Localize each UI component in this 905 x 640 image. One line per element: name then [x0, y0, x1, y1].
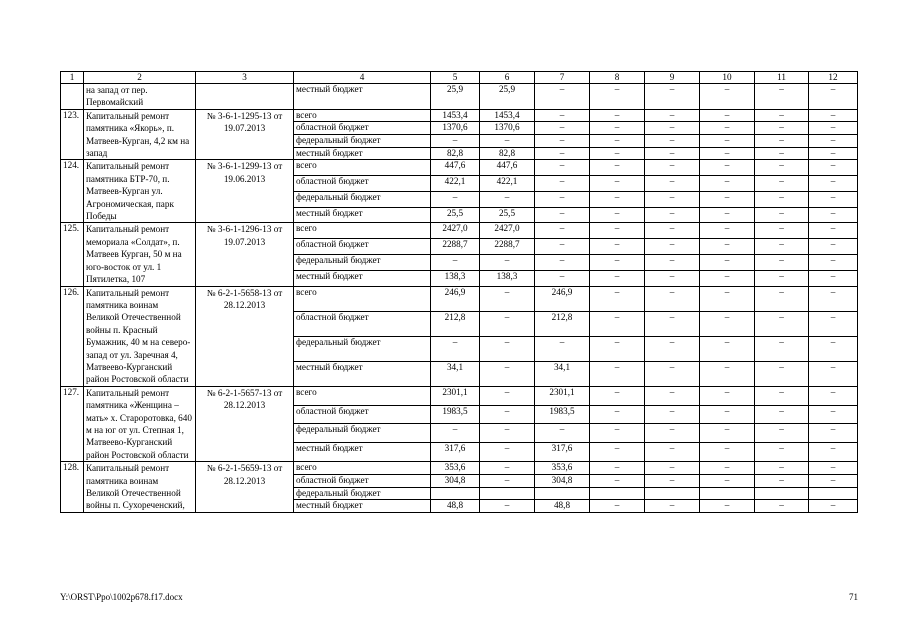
amount-cell: –: [809, 160, 858, 176]
amount-cell: –: [700, 176, 755, 192]
budget-source: местный бюджет: [294, 361, 431, 386]
item-number: 128.: [61, 462, 84, 513]
amount-cell: 1370,6: [431, 122, 480, 135]
table-row: [61, 286, 858, 311]
item-description: Капитальный ремонт памятника БТР-70, п. Матвеев-Курган ул. Агрономическая, парк Победы: [84, 160, 196, 223]
amount-cell: 246,9: [431, 286, 480, 311]
amount-cell: –: [480, 286, 535, 311]
table-body: [61, 72, 858, 513]
amount-cell: 304,8: [535, 474, 590, 487]
amount-cell: –: [590, 405, 645, 424]
amount-cell: –: [700, 443, 755, 462]
amount-cell: –: [590, 270, 645, 286]
amount-cell: –: [645, 254, 700, 270]
amount-cell: [431, 487, 480, 500]
amount-cell: –: [809, 84, 858, 110]
amount-cell: –: [755, 462, 809, 475]
amount-cell: –: [700, 135, 755, 148]
amount-cell: –: [535, 160, 590, 176]
amount-cell: –: [645, 474, 700, 487]
header-row: [61, 72, 858, 84]
budget-table: [60, 71, 858, 513]
budget-source: федеральный бюджет: [294, 487, 431, 500]
amount-cell: [590, 487, 645, 500]
amount-cell: 246,9: [535, 286, 590, 311]
amount-cell: –: [809, 176, 858, 192]
budget-source: местный бюджет: [294, 147, 431, 160]
amount-cell: 447,6: [480, 160, 535, 176]
budget-source: всего: [294, 462, 431, 475]
amount-cell: –: [535, 191, 590, 207]
amount-cell: –: [809, 109, 858, 122]
amount-cell: 138,3: [431, 270, 480, 286]
amount-cell: –: [431, 254, 480, 270]
amount-cell: –: [755, 147, 809, 160]
amount-cell: –: [755, 270, 809, 286]
amount-cell: –: [700, 239, 755, 255]
budget-source: местный бюджет: [294, 84, 431, 110]
header-cell: 3: [196, 72, 294, 84]
amount-cell: –: [755, 109, 809, 122]
budget-source: всего: [294, 286, 431, 311]
budget-source: областной бюджет: [294, 239, 431, 255]
amount-cell: 1453,4: [431, 109, 480, 122]
amount-cell: –: [480, 386, 535, 405]
amount-cell: –: [809, 147, 858, 160]
amount-cell: –: [809, 135, 858, 148]
amount-cell: –: [700, 336, 755, 361]
amount-cell: 447,6: [431, 160, 480, 176]
amount-cell: –: [590, 160, 645, 176]
amount-cell: [700, 487, 755, 500]
amount-cell: –: [590, 207, 645, 223]
amount-cell: 138,3: [480, 270, 535, 286]
amount-cell: –: [535, 122, 590, 135]
amount-cell: –: [480, 361, 535, 386]
amount-cell: –: [535, 147, 590, 160]
amount-cell: –: [809, 191, 858, 207]
amount-cell: –: [480, 254, 535, 270]
header-cell: 5: [431, 72, 480, 84]
footer-file-path: Y:\ORST\Ppo\1002p678.f17.docx: [60, 592, 183, 602]
amount-cell: –: [700, 361, 755, 386]
amount-cell: –: [755, 405, 809, 424]
item-description: Капитальный ремонт памятника воинам Великой Отечественной войны п. Красный Бумажник, 40 м на северо-запад от ул. Заречная 4, Матвеево-Курганский район Ростовской области: [84, 286, 196, 386]
header-cell: 10: [700, 72, 755, 84]
amount-cell: –: [755, 135, 809, 148]
registration-number: [196, 84, 294, 110]
amount-cell: –: [809, 122, 858, 135]
header-cell: 11: [755, 72, 809, 84]
amount-cell: –: [590, 462, 645, 475]
amount-cell: –: [590, 109, 645, 122]
amount-cell: 1453,4: [480, 109, 535, 122]
amount-cell: –: [700, 405, 755, 424]
amount-cell: –: [590, 286, 645, 311]
amount-cell: –: [645, 191, 700, 207]
amount-cell: –: [645, 500, 700, 513]
amount-cell: –: [590, 191, 645, 207]
amount-cell: –: [590, 386, 645, 405]
item-description: Капитальный ремонт памятника «Женщина – мать» х. Староротовка, 640 м на юг от ул. Степная 1, Матвеево-Курганский район Ростовской области: [84, 386, 196, 461]
amount-cell: –: [809, 500, 858, 513]
amount-cell: –: [809, 207, 858, 223]
amount-cell: –: [700, 286, 755, 311]
amount-cell: –: [755, 176, 809, 192]
amount-cell: –: [480, 443, 535, 462]
table-row: [61, 84, 858, 110]
amount-cell: –: [590, 361, 645, 386]
budget-source: федеральный бюджет: [294, 254, 431, 270]
header-cell: 2: [84, 72, 196, 84]
amount-cell: 2427,0: [480, 223, 535, 239]
amount-cell: 1983,5: [431, 405, 480, 424]
amount-cell: –: [700, 122, 755, 135]
registration-number: № 3-6-1-1295-13 от 19.07.2013: [196, 109, 294, 160]
header-cell: 1: [61, 72, 84, 84]
amount-cell: 1983,5: [535, 405, 590, 424]
amount-cell: –: [535, 223, 590, 239]
amount-cell: –: [590, 500, 645, 513]
amount-cell: –: [809, 336, 858, 361]
amount-cell: –: [700, 474, 755, 487]
amount-cell: –: [645, 386, 700, 405]
amount-cell: –: [700, 84, 755, 110]
amount-cell: 2288,7: [431, 239, 480, 255]
amount-cell: –: [480, 424, 535, 443]
amount-cell: –: [809, 311, 858, 336]
amount-cell: –: [590, 176, 645, 192]
amount-cell: –: [535, 254, 590, 270]
amount-cell: –: [480, 135, 535, 148]
amount-cell: 1370,6: [480, 122, 535, 135]
amount-cell: –: [809, 254, 858, 270]
amount-cell: [645, 487, 700, 500]
item-number: 124.: [61, 160, 84, 223]
amount-cell: –: [645, 443, 700, 462]
amount-cell: –: [809, 270, 858, 286]
amount-cell: –: [590, 239, 645, 255]
amount-cell: –: [755, 254, 809, 270]
table-row: [61, 223, 858, 239]
amount-cell: –: [809, 386, 858, 405]
amount-cell: –: [480, 336, 535, 361]
amount-cell: –: [480, 405, 535, 424]
amount-cell: –: [755, 386, 809, 405]
amount-cell: 422,1: [431, 176, 480, 192]
amount-cell: –: [590, 84, 645, 110]
amount-cell: –: [755, 500, 809, 513]
registration-number: № 6-2-1-5659-13 от 28.12.2013: [196, 462, 294, 513]
registration-number: № 6-2-1-5657-13 от 28.12.2013: [196, 386, 294, 461]
amount-cell: 422,1: [480, 176, 535, 192]
table-row: [61, 462, 858, 475]
amount-cell: –: [535, 84, 590, 110]
amount-cell: 317,6: [535, 443, 590, 462]
amount-cell: –: [700, 109, 755, 122]
amount-cell: 34,1: [431, 361, 480, 386]
amount-cell: –: [535, 424, 590, 443]
amount-cell: –: [590, 223, 645, 239]
header-cell: 12: [809, 72, 858, 84]
amount-cell: –: [535, 135, 590, 148]
amount-cell: 25,9: [480, 84, 535, 110]
budget-source: местный бюджет: [294, 207, 431, 223]
amount-cell: –: [645, 223, 700, 239]
amount-cell: –: [755, 361, 809, 386]
amount-cell: –: [700, 462, 755, 475]
amount-cell: –: [755, 286, 809, 311]
amount-cell: –: [809, 443, 858, 462]
budget-source: всего: [294, 109, 431, 122]
amount-cell: –: [645, 462, 700, 475]
amount-cell: –: [809, 239, 858, 255]
amount-cell: –: [645, 147, 700, 160]
amount-cell: 25,9: [431, 84, 480, 110]
header-cell: 9: [645, 72, 700, 84]
amount-cell: –: [535, 336, 590, 361]
amount-cell: –: [535, 207, 590, 223]
item-description: Капитальный ремонт памятника воинам Великой Отечественной войны п. Сухореченский,: [84, 462, 196, 513]
amount-cell: 82,8: [431, 147, 480, 160]
amount-cell: 2301,1: [431, 386, 480, 405]
amount-cell: –: [700, 254, 755, 270]
amount-cell: –: [755, 424, 809, 443]
amount-cell: –: [645, 311, 700, 336]
amount-cell: –: [645, 84, 700, 110]
amount-cell: 317,6: [431, 443, 480, 462]
amount-cell: 353,6: [535, 462, 590, 475]
item-number: [61, 84, 84, 110]
amount-cell: –: [700, 207, 755, 223]
amount-cell: –: [809, 405, 858, 424]
amount-cell: –: [645, 336, 700, 361]
amount-cell: –: [700, 223, 755, 239]
amount-cell: –: [645, 176, 700, 192]
header-cell: 7: [535, 72, 590, 84]
budget-source: федеральный бюджет: [294, 191, 431, 207]
budget-source: местный бюджет: [294, 270, 431, 286]
amount-cell: –: [645, 122, 700, 135]
amount-cell: –: [755, 443, 809, 462]
amount-cell: –: [431, 135, 480, 148]
item-description: Капитальный ремонт мемориала «Солдат», п. Матвеев Курган, 50 м на юго-восток от ул. 1 Пятилетка, 107: [84, 223, 196, 286]
amount-cell: –: [755, 223, 809, 239]
budget-source: областной бюджет: [294, 176, 431, 192]
amount-cell: –: [431, 191, 480, 207]
header-cell: 4: [294, 72, 431, 84]
amount-cell: –: [590, 311, 645, 336]
budget-source: федеральный бюджет: [294, 424, 431, 443]
amount-cell: [809, 487, 858, 500]
amount-cell: 2288,7: [480, 239, 535, 255]
item-number: 123.: [61, 109, 84, 160]
header-cell: 6: [480, 72, 535, 84]
amount-cell: –: [590, 254, 645, 270]
header-cell: 8: [590, 72, 645, 84]
amount-cell: –: [809, 361, 858, 386]
amount-cell: –: [645, 270, 700, 286]
amount-cell: 2427,0: [431, 223, 480, 239]
amount-cell: 82,8: [480, 147, 535, 160]
amount-cell: 2301,1: [535, 386, 590, 405]
amount-cell: –: [645, 424, 700, 443]
budget-source: областной бюджет: [294, 311, 431, 336]
amount-cell: –: [645, 286, 700, 311]
amount-cell: –: [645, 207, 700, 223]
amount-cell: –: [755, 239, 809, 255]
budget-source: федеральный бюджет: [294, 135, 431, 148]
budget-source: всего: [294, 386, 431, 405]
amount-cell: –: [809, 223, 858, 239]
registration-number: № 3-6-1-1296-13 от 19.07.2013: [196, 223, 294, 286]
amount-cell: 48,8: [535, 500, 590, 513]
amount-cell: –: [755, 474, 809, 487]
item-number: 126.: [61, 286, 84, 386]
registration-number: № 3-6-1-1299-13 от 19.06.2013: [196, 160, 294, 223]
amount-cell: –: [809, 474, 858, 487]
amount-cell: –: [700, 386, 755, 405]
amount-cell: –: [700, 500, 755, 513]
amount-cell: –: [755, 191, 809, 207]
amount-cell: –: [700, 311, 755, 336]
amount-cell: –: [809, 424, 858, 443]
amount-cell: –: [590, 336, 645, 361]
amount-cell: –: [755, 207, 809, 223]
amount-cell: –: [480, 191, 535, 207]
table-row: [61, 160, 858, 176]
amount-cell: –: [700, 191, 755, 207]
amount-cell: –: [480, 311, 535, 336]
amount-cell: –: [480, 474, 535, 487]
amount-cell: –: [645, 405, 700, 424]
amount-cell: –: [590, 424, 645, 443]
amount-cell: –: [645, 361, 700, 386]
amount-cell: –: [431, 336, 480, 361]
budget-source: федеральный бюджет: [294, 336, 431, 361]
amount-cell: 34,1: [535, 361, 590, 386]
amount-cell: –: [809, 286, 858, 311]
amount-cell: –: [645, 239, 700, 255]
amount-cell: 353,6: [431, 462, 480, 475]
amount-cell: –: [590, 135, 645, 148]
budget-source: областной бюджет: [294, 122, 431, 135]
amount-cell: [755, 487, 809, 500]
amount-cell: –: [809, 462, 858, 475]
amount-cell: –: [645, 109, 700, 122]
registration-number: № 6-2-1-5658-13 от 28.12.2013: [196, 286, 294, 386]
amount-cell: –: [700, 160, 755, 176]
amount-cell: 48,8: [431, 500, 480, 513]
amount-cell: –: [590, 122, 645, 135]
item-description: на запад от пер. Первомайский: [84, 84, 196, 110]
amount-cell: –: [755, 336, 809, 361]
amount-cell: –: [645, 135, 700, 148]
amount-cell: 25,5: [480, 207, 535, 223]
budget-source: всего: [294, 223, 431, 239]
amount-cell: [480, 487, 535, 500]
amount-cell: –: [535, 270, 590, 286]
page-number: 71: [849, 592, 858, 602]
amount-cell: –: [700, 147, 755, 160]
amount-cell: [535, 487, 590, 500]
budget-source: всего: [294, 160, 431, 176]
amount-cell: –: [480, 500, 535, 513]
item-number: 127.: [61, 386, 84, 461]
amount-cell: –: [590, 147, 645, 160]
table-row: [61, 386, 858, 405]
budget-source: областной бюджет: [294, 405, 431, 424]
amount-cell: –: [590, 474, 645, 487]
amount-cell: –: [535, 109, 590, 122]
budget-source: местный бюджет: [294, 500, 431, 513]
table-row: [61, 109, 858, 122]
amount-cell: 304,8: [431, 474, 480, 487]
item-number: 125.: [61, 223, 84, 286]
amount-cell: –: [535, 176, 590, 192]
amount-cell: –: [431, 424, 480, 443]
amount-cell: –: [590, 443, 645, 462]
amount-cell: –: [755, 122, 809, 135]
budget-source: областной бюджет: [294, 474, 431, 487]
amount-cell: –: [755, 311, 809, 336]
amount-cell: –: [755, 160, 809, 176]
amount-cell: 212,8: [535, 311, 590, 336]
amount-cell: –: [700, 270, 755, 286]
amount-cell: 25,5: [431, 207, 480, 223]
budget-source: местный бюджет: [294, 443, 431, 462]
amount-cell: 212,8: [431, 311, 480, 336]
item-description: Капитальный ремонт памятника «Якорь», п. Матвеев-Курган, 4,2 км на запад: [84, 109, 196, 160]
amount-cell: –: [700, 424, 755, 443]
amount-cell: –: [755, 84, 809, 110]
amount-cell: –: [645, 160, 700, 176]
amount-cell: –: [480, 462, 535, 475]
amount-cell: –: [535, 239, 590, 255]
